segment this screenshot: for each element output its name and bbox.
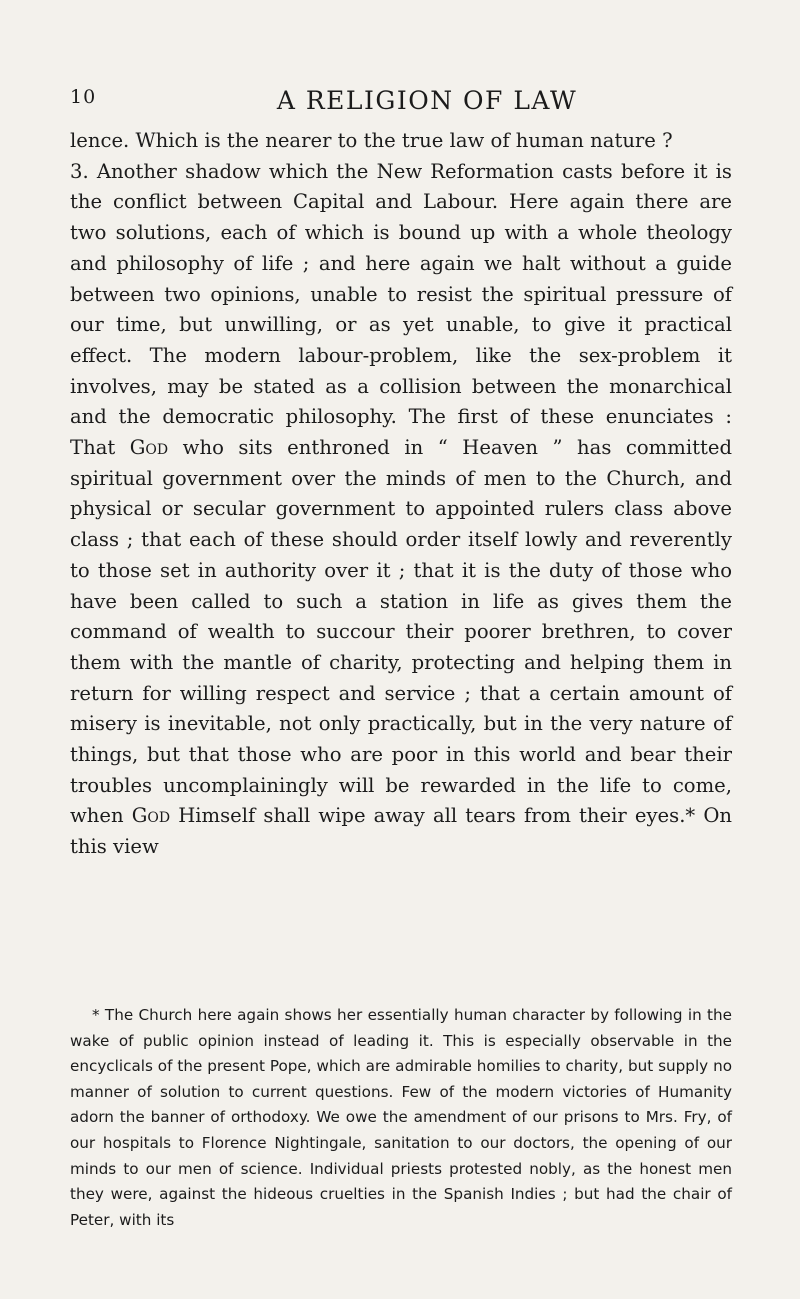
footnote-text: * The Church here again shows her essentially human character by following in the wake of public opinion instead of leading it. This is especially observable in the encyclicals of the present Pope, which are admirable homilies to charity, but supply no manner of solution to current questions. Few of the modern victories of Humanity adorn the banner of orthodoxy. We owe the amendment of our prisons to Mrs. Fry, of our hospitals to Florence Nightingale, sanitation to our doctors, the opening of our minds to our men of science. Individual priests protested nobly, as the honest men they were, against the hideous cruelties in the Spanish Indies ; but had the chair of Peter, with its xyxy=(70,1006,732,1229)
footnote xyxy=(70,1003,732,1233)
page-number: 10 xyxy=(70,86,97,108)
page-header xyxy=(70,86,750,120)
small-caps-word: God xyxy=(131,804,171,828)
paragraph-text-part: Himself shall wipe away all tears from their eyes.* On this view xyxy=(70,804,733,859)
main-text xyxy=(70,126,732,863)
paragraph-text-part: 3. Another shadow which the New Reformation casts before it is the conflict between Capital and Labour. Here again there are two solutions, each of which is bound up with a whole theology and philosophy of life ; and here again we halt without a guide between two opinions, unable to resist the spiritual pressure of our time, but unwilling, or as yet unable, to give it practical effect. The modern labour-problem, like the sex-problem it involves, may be stated as a collision between the monarchical and the democratic philosophy. The first of these enunciates : That xyxy=(70,159,732,460)
paragraph-section-3 xyxy=(70,157,732,863)
paragraph-text-part: who sits enthroned in “ Heaven ” has committed spiritual government over the minds of men to the Church, and physical or secular government to appointed rulers class above class ; that each of these should order itself lowly and reverently to those set in authority over it ; that it is the duty of those who have been called to such a station in life as gives them the command of wealth to succour their poorer brethren, to cover them with the mantle of charity, protecting and helping them in return for willing respect and service ; that a certain amount of misery is inevitable, not only practically, but in the very nature of things, but that those who are poor in this world and bear their troubles uncomplainingly will be rewarded in the life to come, when xyxy=(70,436,732,828)
small-caps-word: God xyxy=(129,436,169,460)
running-title: A RELIGION OF LAW xyxy=(276,86,578,115)
paragraph-continuation: lence. Which is the nearer to the true law of human nature ? xyxy=(70,129,673,152)
